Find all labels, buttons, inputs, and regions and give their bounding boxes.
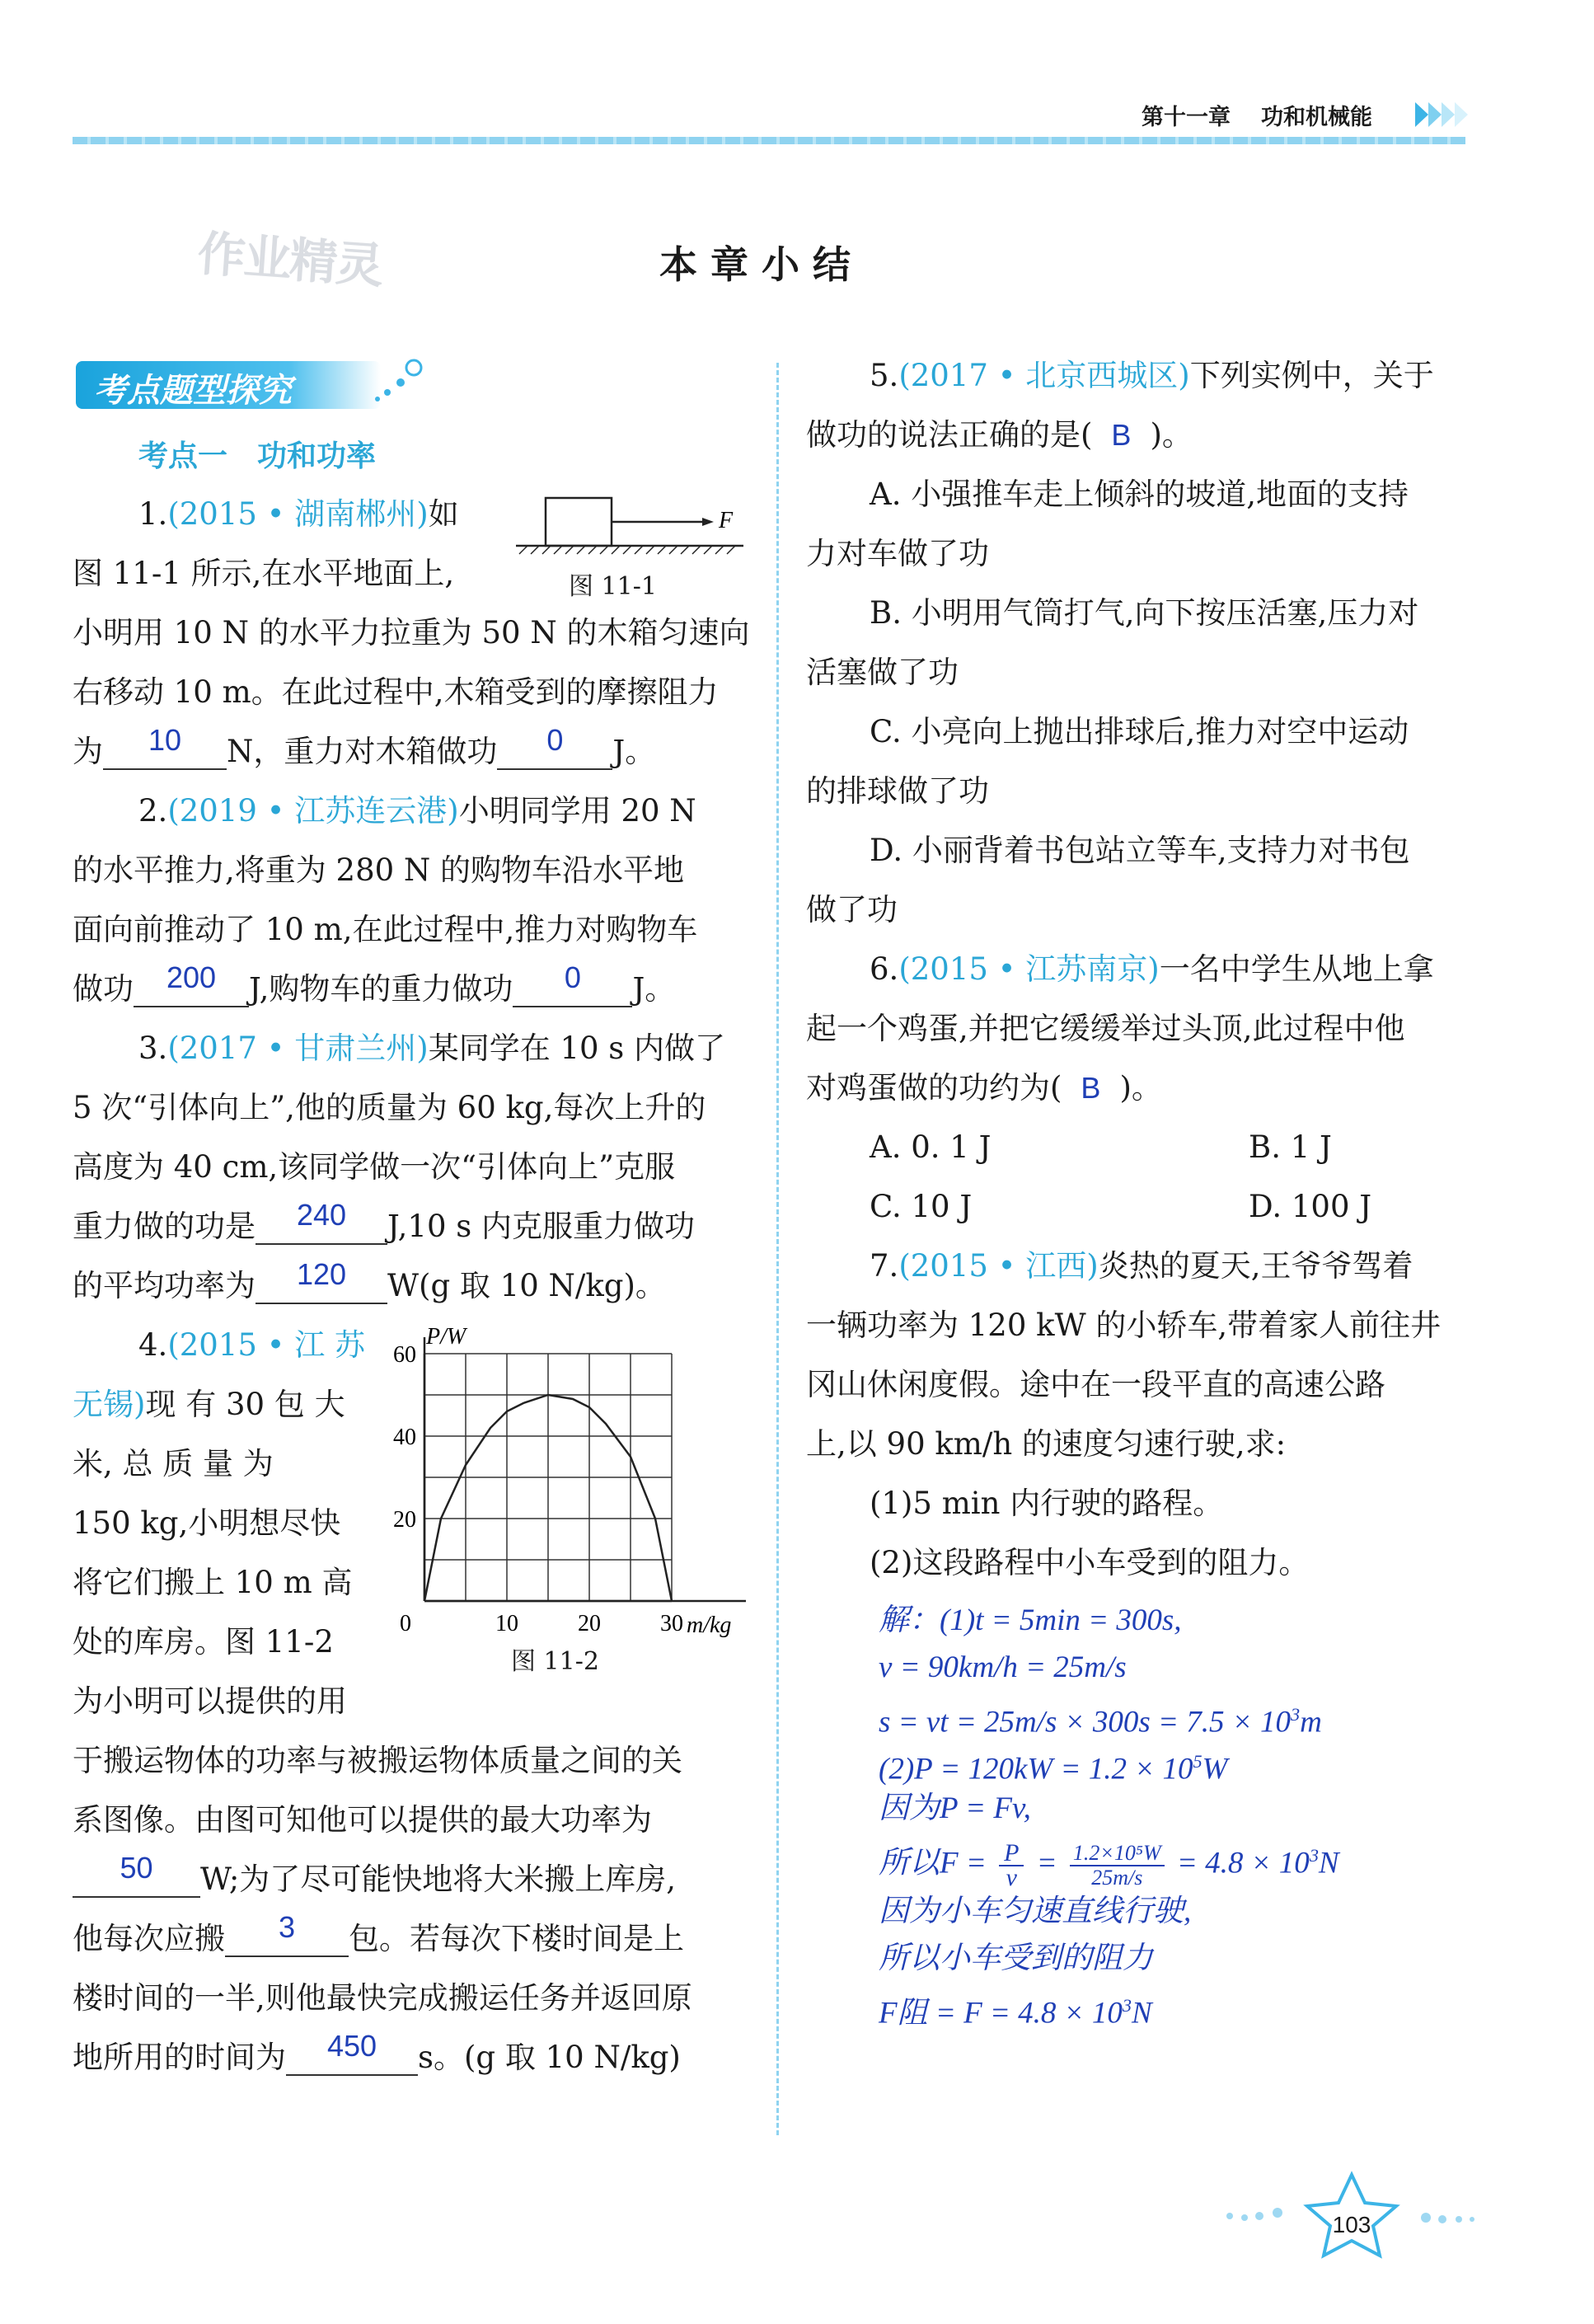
q3-line1: 3.(2017 • 甘肃兰州)某同学在 10 s 内做了: [138, 1031, 726, 1066]
q2-line3: 面向前推动了 10 m,在此过程中,推力对购物车: [73, 912, 698, 947]
section-tag: [76, 361, 381, 409]
chart-y-tick-label: 60: [393, 1342, 416, 1368]
q1-answer-2[interactable]: 0: [546, 723, 564, 757]
column-divider: [776, 363, 779, 2135]
chart-x-tick-label: 30: [660, 1611, 683, 1636]
q2-line4: 做功 200 J,购物车的重力做功 0 J。: [73, 960, 676, 1007]
q7-line2: 一辆功率为 120 kW 的小轿车,带着家人前往井: [806, 1308, 1442, 1343]
q5-line1: 5.(2017 • 北京西城区)下列实例中，关于: [870, 358, 1434, 393]
q2-answer-2[interactable]: 0: [564, 960, 581, 994]
figure-11-1: [511, 493, 750, 559]
chart-x-tick-label: 20: [578, 1611, 601, 1636]
chapter-title: 功和机械能: [1261, 105, 1373, 129]
solution-line7[interactable]: 因为小车匀速直线行驶,: [879, 1894, 1192, 1928]
q1-line4: 右移动 10 m。在此过程中,木箱受到的摩擦阻力: [73, 674, 719, 710]
q3-line4: 重力做的功是 240 J,10 s 内克服重力做功: [73, 1198, 696, 1244]
q4-line6: 处的库房。图 11-2: [73, 1624, 334, 1660]
solution-line8[interactable]: 所以小车受到的阻力: [879, 1941, 1153, 1975]
q6-line1: 6.(2015 • 江苏南京)一名中学生从地上拿: [870, 951, 1434, 987]
q6-answer[interactable]: B: [1081, 1071, 1101, 1105]
solution-line1[interactable]: 解：(1)t = 5min = 300s,: [879, 1603, 1182, 1637]
q1-line2: 图 11-1 所示,在水平地面上,: [73, 556, 455, 591]
watermark: 作业精灵: [195, 225, 384, 294]
q3-answer-2[interactable]: 120: [296, 1257, 347, 1291]
q5-line2: 做功的说法正确的是( B )。: [806, 406, 1193, 465]
page-number: 103: [1332, 2212, 1371, 2237]
header-arrow-icon: [1414, 94, 1479, 135]
solution-line5[interactable]: 因为P = Fv,: [879, 1791, 1031, 1825]
q4-line10: 50 W;为了尽可能快地将大米搬上库房,: [73, 1850, 676, 1909]
solution-line3[interactable]: s = vt = $25m/s \times 300s = 7.5 \times 10^3m$: [879, 1704, 1322, 1739]
q4-line3: 米, 总 质 量 为: [73, 1446, 274, 1481]
q7-line3: 冈山休闲度假。途中在一段平直的高速公路: [806, 1367, 1385, 1402]
q6-line3: 对鸡蛋做的功约为( B )。: [806, 1059, 1162, 1118]
q3-line2: 5 次“引体向上”,他的质量为 60 kg,每次上升的: [73, 1090, 706, 1125]
solution-line2[interactable]: v = 90km/h = 25m/s: [879, 1650, 1127, 1684]
q4-line7: 为小明可以提供的用: [73, 1683, 347, 1719]
chart-y-tick-label: 40: [393, 1425, 416, 1450]
q6-line2: 起一个鸡蛋,并把它缓缓举过头顶,此过程中他: [806, 1011, 1405, 1046]
q1-line5: 为 10 N，重力对木箱做功 0 J。: [73, 723, 656, 769]
q4-line12: 楼时间的一半,则他最快完成搬运任务并返回原: [73, 1980, 692, 2016]
q1-line3: 小明用 10 N 的水平力拉重为 50 N 的木箱匀速向: [73, 615, 750, 650]
q5-option-d-cont: 做了功: [806, 892, 898, 927]
chart-y-tick-label: 20: [393, 1507, 416, 1533]
chart-ylabel: P/W: [426, 1324, 466, 1350]
q4-answer-1[interactable]: 50: [120, 1851, 153, 1885]
q2-line1: 2.(2019 • 江苏连云港)小明同学用 20 N: [138, 793, 696, 829]
q6-option-d: D. 100 J: [1249, 1189, 1372, 1224]
q5-option-a: A. 小强推车走上倾斜的坡道,地面的支持: [870, 477, 1409, 512]
kaodian-heading: 考点一 功和功率: [138, 439, 377, 473]
q5-option-b: B. 小明用气筒打气,向下按压活塞,压力对: [870, 595, 1419, 631]
solution-line9[interactable]: F阻 = $F = 4.8 \times 10^3N$: [879, 1995, 1152, 2031]
q4-line2: 无锡)现 有 30 包 大: [73, 1387, 345, 1422]
solution-line6[interactable]: 所以F = $\frac{P}{v}$ = $\frac{\text{1.2×10⁵W}}{25m/s}$ = $4.8 \times 10^3N$: [879, 1838, 1339, 1891]
q4-line4: 150 kg,小明想尽快: [73, 1505, 341, 1541]
q4-line8: 于搬运物体的功率与被搬运物体质量之间的关: [73, 1743, 682, 1778]
q7-part2: (2)这段路程中小车受到的阻力。: [870, 1545, 1310, 1580]
q2-line2: 的水平推力,将重为 280 N 的购物车沿水平地: [73, 852, 685, 888]
q4-answer-2[interactable]: 3: [278, 1910, 296, 1944]
q7-line4: 上,以 90 km/h 的速度匀速行驶,求:: [806, 1426, 1287, 1462]
q5-option-c-cont: 的排球做了功: [806, 773, 989, 809]
chapter-number: 第十一章: [1142, 105, 1231, 129]
q4-answer-3[interactable]: 450: [326, 2029, 377, 2063]
q3-answer-1[interactable]: 240: [296, 1198, 347, 1232]
q6-option-b: B. 1 J: [1249, 1129, 1332, 1165]
figure-11-2-chart: [375, 1321, 754, 1659]
q2-answer-1[interactable]: 200: [166, 960, 217, 994]
q4-line9: 系图像。由图可知他可以提供的最大功率为: [73, 1802, 652, 1838]
q5-answer[interactable]: B: [1111, 418, 1132, 452]
solution-line4[interactable]: $(2)P = 120kW = 1.2 \times 10^5W$: [879, 1751, 1228, 1786]
q3-line3: 高度为 40 cm,该同学做一次“引体向上”克服: [73, 1149, 676, 1185]
q1-line1: 1.(2015 • 湖南郴州)如: [138, 496, 459, 532]
q5-option-c: C. 小亮向上抛出排球后,推力对空中运动: [870, 714, 1409, 749]
header-rule: [73, 137, 1465, 144]
bubbles-icon: [373, 356, 430, 406]
q4-line11: 他每次应搬 3 包。若每次下楼时间是上: [73, 1910, 684, 1956]
q4-line13: 地所用的时间为 450 s。(g 取 10 N/kg): [73, 2029, 681, 2075]
fig-11-2-caption: 图 11-2: [511, 1647, 599, 1676]
q6-option-c: C. 10 J: [870, 1189, 973, 1224]
q1-answer-1[interactable]: 10: [148, 723, 182, 757]
chart-x-tick-label: 10: [495, 1611, 518, 1636]
q7-line1: 7.(2015 • 江西)炎热的夏天,王爷爷驾着: [870, 1248, 1414, 1284]
q5-option-d: D. 小丽背着书包站立等车,支持力对书包: [870, 833, 1410, 868]
q4-line1: 4.(2015 • 江 苏: [138, 1327, 366, 1363]
fig-11-1-caption: 图 11-1: [569, 572, 657, 601]
q4-line5: 将它们搬上 10 m 高: [73, 1565, 353, 1600]
q6-option-a: A. 0. 1 J: [870, 1129, 992, 1165]
q3-line5: 的平均功率为 120 W(g 取 10 N/kg)。: [73, 1257, 666, 1303]
section-tag-label: 考点题型探究: [94, 372, 292, 410]
chart-xlabel: m/kg: [687, 1613, 732, 1638]
force-label: F: [719, 508, 734, 533]
chapter-header: [1142, 99, 1372, 131]
page-title: 本 章 小 结: [659, 242, 851, 287]
q5-option-b-cont: 活塞做了功: [806, 655, 959, 690]
q5-option-a-cont: 力对车做了功: [806, 536, 989, 571]
chart-x-tick-label: 0: [400, 1611, 411, 1636]
q7-part1: (1)5 min 内行驶的路程。: [870, 1486, 1224, 1521]
